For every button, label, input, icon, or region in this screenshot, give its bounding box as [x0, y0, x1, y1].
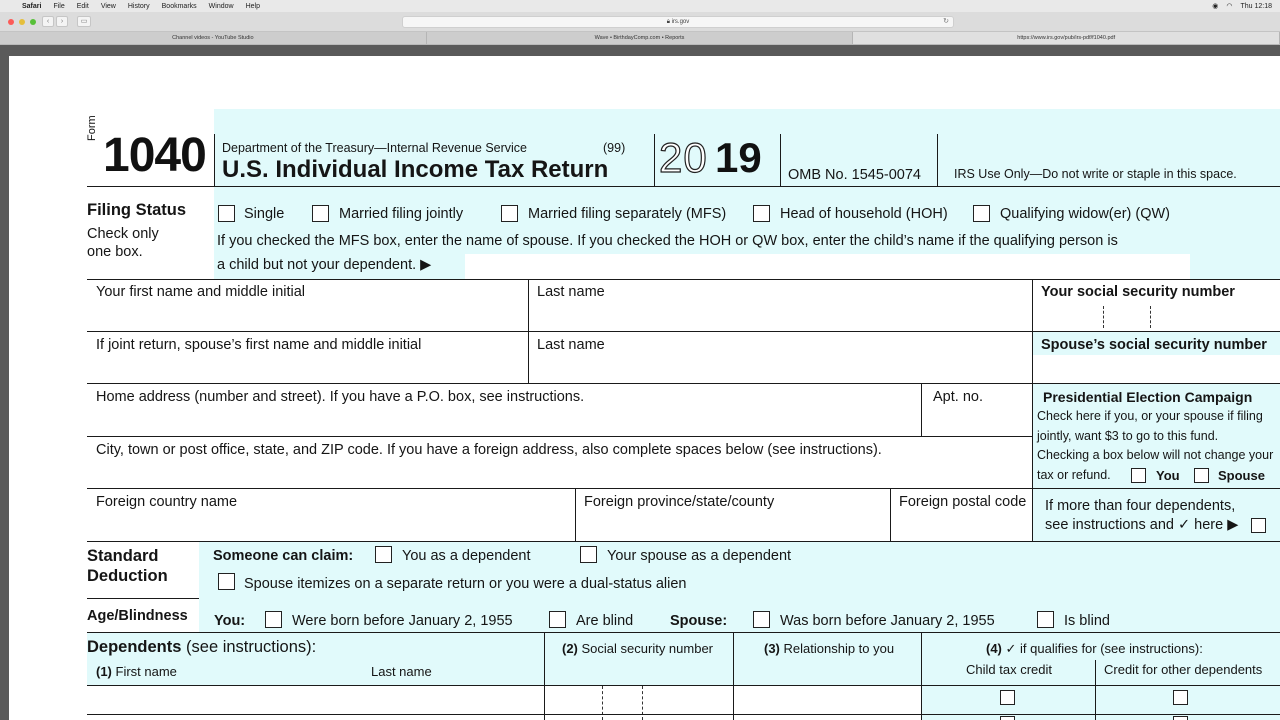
checkbox-you-born-before[interactable]	[265, 611, 282, 628]
apt-field[interactable]	[922, 384, 1032, 435]
last-name-label: Last name	[537, 284, 605, 300]
last-name-field[interactable]	[529, 280, 1032, 331]
menubar-status-area	[1212, 0, 1272, 12]
dep-col2-label: Social security number	[581, 641, 714, 656]
dep-col3-header-wrap	[764, 641, 894, 656]
dep-row1-rule	[87, 714, 1280, 715]
tab-irs-f1040[interactable]: https://www.irs.gov/pub/irs-pdf/f1040.pdf	[853, 32, 1280, 44]
spouse-itemizes-label: Spouse itemizes on a separate return or you were a dual-status alien	[244, 576, 687, 592]
minimize-window-button[interactable]	[19, 19, 25, 25]
election-line-3: Checking a box below will not change your	[1037, 448, 1274, 462]
foreign-province-field[interactable]	[576, 489, 890, 541]
foreign-postal-field[interactable]	[891, 489, 1032, 541]
pdf-page	[9, 56, 1280, 720]
checkbox-qualifying-widow[interactable]	[973, 205, 990, 222]
home-address-label: Home address (number and street). If you have a P.O. box, see instructions.	[96, 389, 585, 405]
record-icon[interactable]: ◉	[1212, 3, 1219, 10]
filing-status-heading: Filing Status	[87, 201, 186, 219]
checkbox-dep1-other-credit[interactable]	[1173, 690, 1188, 705]
reload-icon[interactable]: ↻	[943, 18, 949, 25]
checkbox-dep1-child-credit[interactable]	[1000, 690, 1015, 705]
checkbox-married-separately[interactable]	[501, 205, 518, 222]
you-born-before-label: Were born before January 2, 1955	[292, 613, 513, 629]
dep-divider-3	[921, 632, 922, 720]
checkbox-you-dependent[interactable]	[375, 546, 392, 563]
year-outline: 20	[659, 134, 708, 181]
checkbox-spouse-born-before[interactable]	[753, 611, 770, 628]
forward-button[interactable]: ›	[56, 16, 68, 27]
label-qualifying-widow: Qualifying widow(er) (QW)	[1000, 206, 1170, 222]
dep-col1-first: First name	[115, 664, 177, 679]
first-name-label: Your first name and middle initial	[96, 284, 306, 300]
dep-col2-num: (2)	[562, 641, 578, 656]
address-bar[interactable]	[402, 16, 954, 28]
you-dependent-label: You as a dependent	[402, 548, 531, 564]
department-text: Department of the Treasury—Internal Revenue Service	[222, 141, 528, 155]
city-label: City, town or post office, state, and ZIP code. If you have a foreign address, also complete spaces below (see instructions).	[96, 442, 882, 458]
dep-col3-num: (3)	[764, 641, 780, 656]
filing-instructions-1: If you checked the MFS box, enter the name of spouse. If you checked the HOH or QW box, enter the child’s name if the qualifying person is	[217, 233, 1118, 249]
dep-row1-ssn-field[interactable]	[545, 686, 733, 714]
header-divider-2	[654, 134, 655, 186]
header-divider-3	[780, 134, 781, 186]
browser-toolbar	[0, 12, 1280, 32]
checkbox-spouse-dependent[interactable]	[580, 546, 597, 563]
lock-icon: 🔒︎	[666, 19, 670, 25]
address-text: irs.gov	[671, 19, 690, 25]
filing-status-sub2: one box.	[87, 244, 143, 260]
more-dependents-line-2: see instructions and ✓ here ▶	[1045, 517, 1239, 533]
tab-bar	[0, 32, 1280, 45]
age-bottom-rule	[87, 632, 1280, 633]
dep-col1-num: (1)	[96, 664, 112, 679]
spouse-first-name-label: If joint return, spouse’s first name and middle initial	[96, 337, 422, 353]
macos-menubar	[0, 0, 1280, 12]
ssn-separator	[1150, 306, 1151, 328]
irs-use-only: IRS Use Only—Do not write or staple in this space.	[954, 167, 1237, 181]
form-title: U.S. Individual Income Tax Return	[222, 156, 609, 183]
dep-row1-name-field[interactable]	[87, 686, 544, 714]
omb-number: OMB No. 1545-0074	[788, 167, 921, 183]
dep-row1-relationship-field[interactable]	[734, 686, 921, 714]
apt-label: Apt. no.	[933, 389, 983, 405]
dep-col4-label: ✓ if qualifies for (see instructions):	[1005, 641, 1203, 656]
age-spouse-label: Spouse:	[670, 613, 728, 629]
label-single: Single	[244, 206, 285, 222]
someone-can-claim-label: Someone can claim:	[213, 548, 354, 564]
foreign-row-rule	[87, 541, 1280, 542]
dep-col2-header-wrap	[562, 641, 713, 656]
child-tax-credit-label: Child tax credit	[966, 662, 1052, 677]
ssn-separator	[1103, 306, 1104, 328]
standard-bottom-rule	[87, 598, 199, 599]
foreign-country-label: Foreign country name	[96, 494, 238, 510]
spouse-born-before-label: Was born before January 2, 1955	[780, 613, 995, 629]
menu-app-safari[interactable]: Safari	[22, 2, 42, 10]
dep-col4-num: (4)	[986, 641, 1002, 656]
dep-divider-4	[1095, 660, 1096, 720]
checkbox-spouse-blind[interactable]	[1037, 611, 1054, 628]
home-address-field[interactable]	[87, 384, 921, 435]
foreign-postal-label: Foreign postal code	[899, 494, 1027, 510]
dependents-heading-wrap	[87, 638, 316, 657]
election-you-label: You	[1156, 468, 1180, 483]
menu-file[interactable]: File	[53, 2, 65, 10]
year-bold: 19	[715, 134, 762, 181]
your-ssn-field[interactable]	[1033, 302, 1280, 331]
checkbox-you-blind[interactable]	[549, 611, 566, 628]
tab-youtube-studio[interactable]: Channel videos - YouTube Studio	[0, 32, 427, 44]
dependents-heading: Dependents	[87, 638, 182, 656]
sidebar-toggle-icon[interactable]: ▭	[77, 16, 91, 27]
election-spouse-label: Spouse	[1218, 468, 1265, 483]
menu-history[interactable]: History	[127, 2, 150, 10]
checkbox-head-of-household[interactable]	[753, 205, 770, 222]
tab-birthdaycomp-reports[interactable]: Wave • BirthdayComp.com • Reports	[427, 32, 854, 44]
menubar-clock[interactable]: Thu 12:18	[1240, 2, 1272, 10]
spouse-blind-label: Is blind	[1064, 613, 1110, 629]
checkbox-spouse-itemizes[interactable]	[218, 573, 235, 590]
more-dependents-line-1: If more than four dependents,	[1045, 498, 1236, 514]
menu-help[interactable]: Help	[245, 2, 260, 10]
foreign-province-label: Foreign province/state/county	[584, 494, 775, 510]
spouse-last-name-field[interactable]	[529, 332, 1032, 383]
label-married-jointly: Married filing jointly	[339, 206, 464, 222]
form-word: Form	[86, 115, 98, 141]
dep-col1-last: Last name	[371, 664, 432, 679]
menu-window[interactable]: Window	[208, 2, 234, 10]
spouse-dependent-label: Your spouse as a dependent	[607, 548, 792, 564]
checkbox-single[interactable]	[218, 205, 235, 222]
age-you-label: You:	[214, 613, 246, 629]
standard-heading-1: Standard	[87, 547, 159, 565]
checkbox-dep2-child-credit[interactable]	[1000, 716, 1015, 720]
dep-col3-label: Relationship to you	[783, 641, 895, 656]
label-married-separately: Married filing separately (MFS)	[528, 206, 727, 222]
menu-edit[interactable]: Edit	[76, 2, 89, 10]
dependents-see: (see instructions):	[186, 638, 317, 656]
header-divider-4	[937, 134, 938, 186]
wifi-icon[interactable]: ◠	[1226, 3, 1233, 10]
checkbox-more-dependents[interactable]	[1251, 518, 1266, 533]
hoh-name-field[interactable]	[465, 254, 1190, 281]
label-head-of-household: Head of household (HOH)	[780, 206, 948, 222]
age-blindness-heading: Age/Blindness	[87, 608, 188, 624]
your-ssn-label: Your social security number	[1041, 284, 1235, 300]
checkbox-election-spouse[interactable]	[1194, 468, 1209, 483]
header-divider-1	[214, 134, 215, 186]
election-line-4: tax or refund.	[1037, 468, 1111, 482]
election-line-1: Check here if you, or your spouse if filing	[1037, 409, 1263, 423]
election-bottom-rule	[1032, 488, 1280, 489]
other-credit-label: Credit for other dependents	[1104, 662, 1263, 677]
dep-col1-header-wrap	[96, 664, 177, 679]
dep-col4-header-wrap	[986, 641, 1203, 657]
standard-heading-2: Deduction	[87, 567, 168, 585]
filing-instructions-2: a child but not your dependent. ▶	[217, 257, 432, 273]
foreign-country-field[interactable]	[87, 489, 575, 541]
you-blind-label: Are blind	[576, 613, 634, 629]
spouse-ssn-label: Spouse’s social security number	[1041, 337, 1267, 353]
checkbox-election-you[interactable]	[1131, 468, 1146, 483]
menu-view[interactable]: View	[100, 2, 116, 10]
first-name-field[interactable]	[87, 280, 528, 331]
form-code: (99)	[603, 141, 626, 155]
city-field[interactable]	[87, 437, 1032, 488]
zoom-window-button[interactable]	[30, 19, 36, 25]
checkbox-dep2-other-credit[interactable]	[1173, 716, 1188, 720]
spouse-ssn-field[interactable]	[1033, 355, 1280, 383]
menu-bookmarks[interactable]: Bookmarks	[161, 2, 197, 10]
election-heading: Presidential Election Campaign	[1043, 389, 1253, 405]
back-button[interactable]: ‹	[42, 16, 54, 27]
election-line-2: jointly, want $3 to go to this fund.	[1037, 429, 1219, 443]
close-window-button[interactable]	[8, 19, 14, 25]
spouse-first-name-field[interactable]	[87, 332, 528, 383]
form-number: 1040	[103, 129, 206, 182]
header-bottom-rule	[87, 186, 1280, 187]
spouse-last-name-label: Last name	[537, 337, 605, 353]
checkbox-married-jointly[interactable]	[312, 205, 329, 222]
filing-status-sub1: Check only	[87, 226, 159, 242]
